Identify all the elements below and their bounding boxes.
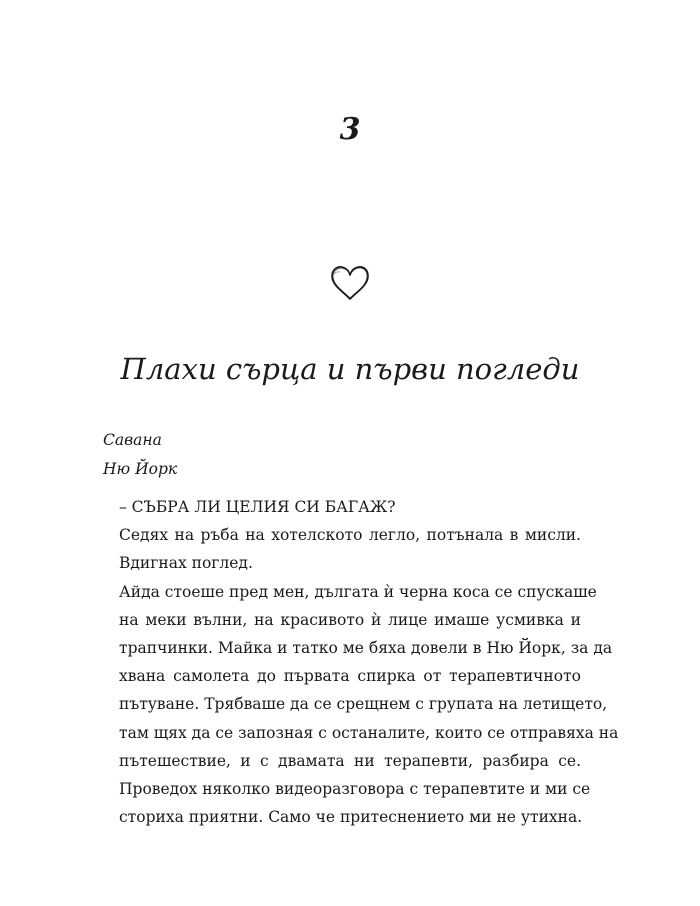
text-line: на меки вълни, на красивото ѝ лице имаше усмивка и [119,610,581,629]
chapter-title: Плахи сърца и първи погледи [120,352,580,386]
text-line: хвана самолета до първата спирка от терапевтичното [119,667,581,686]
chapter-number: 3 [339,112,361,147]
text-line: Вдигнах поглед. [119,554,253,573]
text-line: Айда стоеше пред мен, дългата ѝ черна коса се спускаше [119,582,597,601]
text-line: пътуване. Трябваше да се срещнем с групата на летището, [119,695,608,714]
text-line: Седях на ръба на хотелското легло, потънала в мисли. [119,526,581,545]
city-name: Ню Йорк [103,460,178,478]
text-line: там щях да се запозная с останалите, които се отправяха на [119,723,619,742]
text-line: сториха приятни. Само че притеснението ми не утихна. [119,808,583,827]
text-line: пътешествие, и с двамата ни терапевти, разбира се. [119,751,581,770]
chapter-body [103,493,619,831]
paragraph [103,578,619,832]
text-line: – СЪБРА ЛИ ЦЕЛИЯ СИ БАГАЖ? [119,498,396,516]
text-line: трапчинки. Майка и татко ме бяха довели в Ню Йорк, за да [119,639,613,658]
heart-icon [328,263,372,303]
paragraph [103,521,581,577]
character-name: Савана [103,431,162,449]
paragraph [103,493,581,521]
text-line: Проведох няколко видеоразговора с терапевтите и ми се [119,780,591,799]
location-header [103,426,177,484]
